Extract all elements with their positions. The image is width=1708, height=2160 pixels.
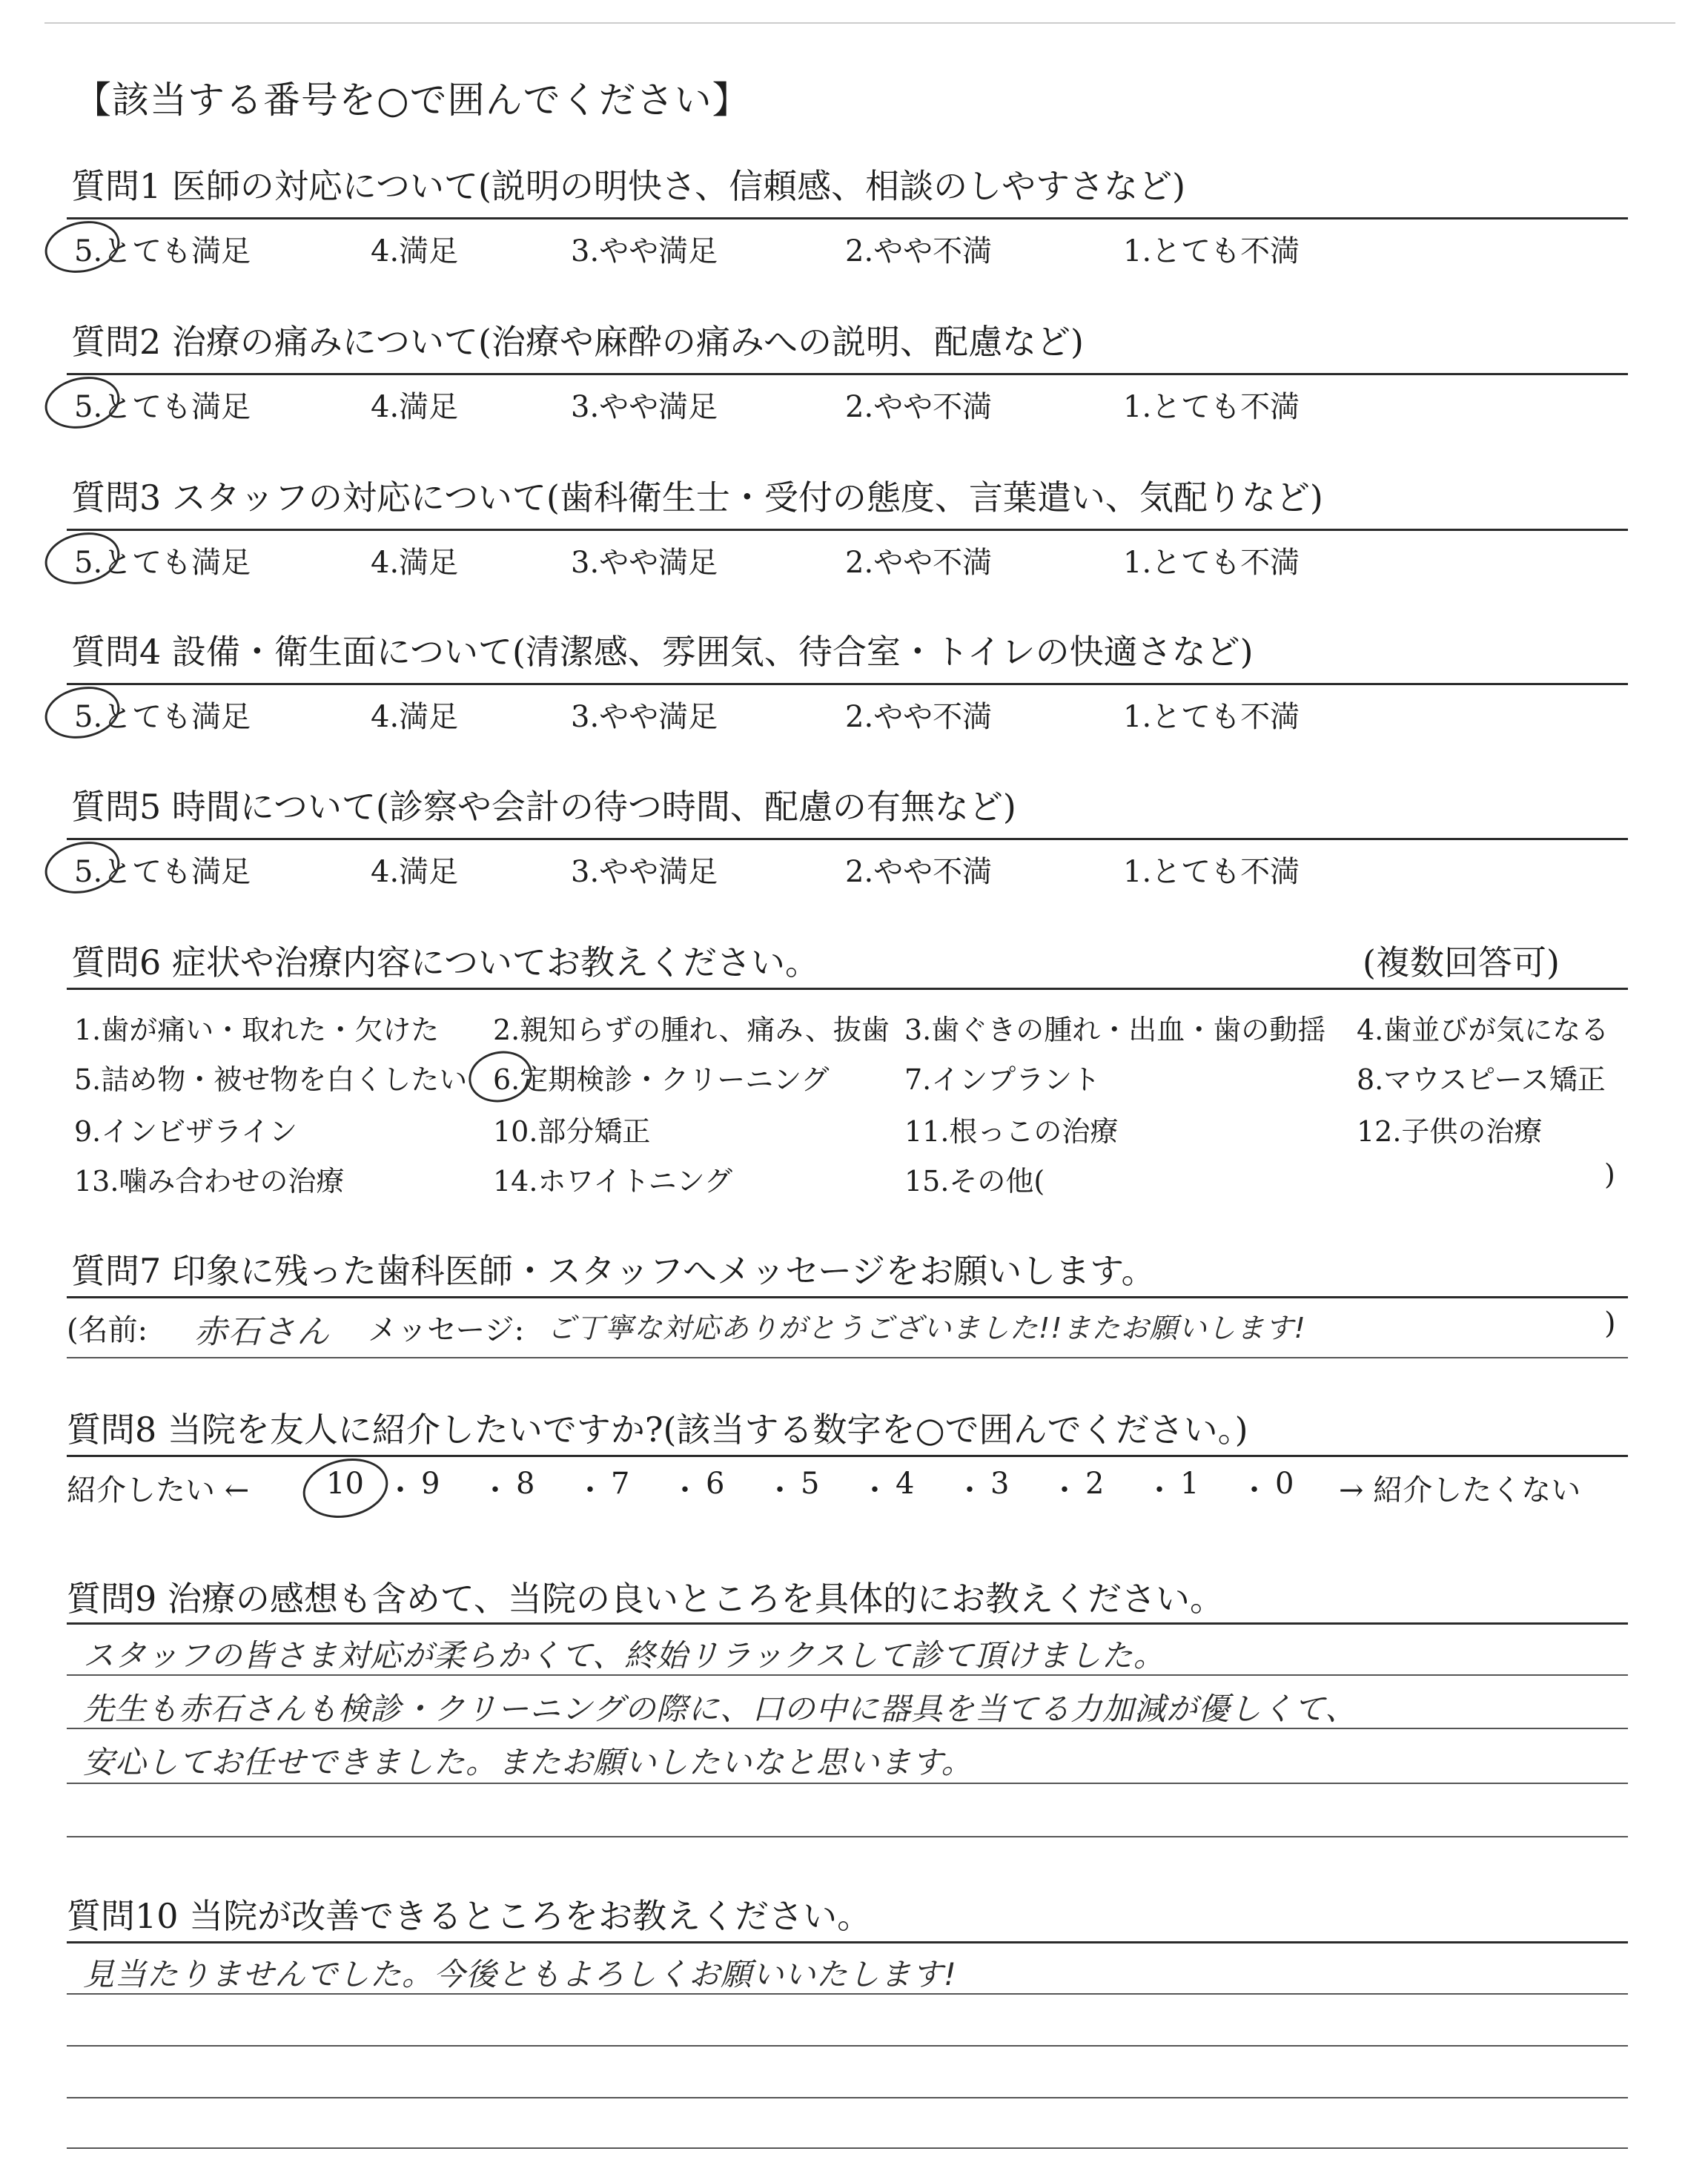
q8-scale-2[interactable]: 2 — [1085, 1467, 1105, 1501]
q8-scale-5[interactable]: 5 — [801, 1467, 820, 1501]
q8-scale-6[interactable]: 6 — [706, 1467, 725, 1501]
q2-title: 質問2 治療の痛みについて(治療や麻酔の痛みへの説明、配慮など) — [71, 322, 1084, 362]
q7-name-value[interactable]: 赤石さん — [194, 1313, 331, 1351]
q1-option-1[interactable]: 1.とても不満 — [1123, 234, 1300, 268]
q3-title: 質問3 スタッフの対応について(歯科衛生士・受付の態度、言葉遣い、気配りなど) — [71, 478, 1323, 518]
q3-option-1[interactable]: 1.とても不満 — [1123, 546, 1300, 580]
q8-scale-separator: ・ — [670, 1473, 700, 1507]
q7-title: 質問7 印象に残った歯科医師・スタッフへメッセージをお願いします。 — [71, 1251, 1156, 1291]
q9-answer-text: 安心してお任せできました。またお願いしたいなと思います。 — [83, 1744, 973, 1780]
q7-message-label: メッセージ: — [368, 1313, 525, 1347]
q9-answer-text: 先生も赤石さんも検診・クリーニングの際に、口の中に器具を当てる力加減が優しくて、 — [83, 1691, 1357, 1727]
q5-option-1[interactable]: 1.とても不満 — [1123, 855, 1300, 889]
q3-option-4[interactable]: 4.満足 — [371, 546, 459, 580]
q10-answer-line — [67, 2097, 1628, 2098]
q7-close-paren: ) — [1604, 1307, 1616, 1341]
q8-left-label: 紹介したい ← — [67, 1473, 250, 1507]
q4-option-5[interactable]: 5.とても満足 — [74, 700, 251, 734]
q5-option-2[interactable]: 2.やや不満 — [845, 855, 993, 889]
q6-option-8[interactable]: 8.マウスピース矯正 — [1357, 1063, 1606, 1096]
q6-option-6[interactable]: 6.定期検診・クリーニング — [493, 1063, 830, 1096]
q4-rule — [67, 683, 1628, 685]
q2-rule — [67, 373, 1628, 375]
q1-option-4[interactable]: 4.満足 — [371, 234, 459, 268]
q10-rule — [67, 1941, 1628, 1943]
q7-rule — [67, 1296, 1628, 1298]
q1-rule — [67, 217, 1628, 219]
q8-scale-separator: ・ — [385, 1473, 415, 1507]
q8-scale-7[interactable]: 7 — [611, 1467, 630, 1501]
q7-name-label: (名前: — [67, 1313, 148, 1347]
q2-option-4[interactable]: 4.満足 — [371, 390, 459, 424]
q6-option-5[interactable]: 5.詰め物・被せ物を白くしたい — [74, 1063, 468, 1096]
q8-scale-0[interactable]: 0 — [1275, 1467, 1294, 1501]
q4-option-4[interactable]: 4.満足 — [371, 700, 459, 734]
q5-option-5[interactable]: 5.とても満足 — [74, 855, 251, 889]
q8-scale-separator: ・ — [1145, 1473, 1174, 1507]
q6-option-9[interactable]: 9.インビザライン — [74, 1115, 298, 1148]
q5-option-3[interactable]: 3.やや満足 — [571, 855, 718, 889]
q3-option-5[interactable]: 5.とても満足 — [74, 546, 251, 580]
q9-answer-text: スタッフの皆さま対応が柔らかくて、終始リラックスして診て頂けました。 — [83, 1637, 1165, 1674]
q10-answer-line — [67, 2147, 1628, 2149]
q8-rule — [67, 1455, 1628, 1457]
q8-scale-4[interactable]: 4 — [896, 1467, 915, 1501]
q4-option-2[interactable]: 2.やや不満 — [845, 700, 993, 734]
q10-title: 質問10 当院が改善できるところをお教えください。 — [67, 1896, 872, 1936]
q4-option-1[interactable]: 1.とても不満 — [1123, 700, 1300, 734]
q4-title: 質問4 設備・衛生面について(清潔感、雰囲気、待合室・トイレの快適さなど) — [71, 632, 1254, 672]
q5-title: 質問5 時間について(診察や会計の待つ時間、配慮の有無など) — [71, 787, 1016, 827]
q10-answer-line — [67, 2045, 1628, 2047]
q2-option-2[interactable]: 2.やや不満 — [845, 390, 993, 424]
q8-scale-9[interactable]: 9 — [421, 1467, 440, 1501]
q5-option-4[interactable]: 4.満足 — [371, 855, 459, 889]
q8-scale-separator: ・ — [1239, 1473, 1269, 1507]
q8-title: 質問8 当院を友人に紹介したいですか?(該当する数字を○で囲んでください。) — [67, 1410, 1248, 1450]
q8-scale-separator: ・ — [480, 1473, 510, 1507]
q6-title: 質問6 症状や治療内容についてお教えください。 — [71, 942, 819, 982]
q8-scale-separator: ・ — [955, 1473, 984, 1507]
q6-option-2[interactable]: 2.親知らずの腫れ、痛み、抜歯 — [493, 1014, 890, 1046]
q8-scale-1[interactable]: 1 — [1180, 1467, 1199, 1501]
q7-message-value[interactable]: ご丁寧な対応ありがとうございました!!またお願いします! — [547, 1312, 1306, 1344]
q2-option-3[interactable]: 3.やや満足 — [571, 390, 718, 424]
q6-option-10[interactable]: 10.部分矯正 — [493, 1115, 651, 1148]
q8-scale-separator: ・ — [860, 1473, 890, 1507]
q6-option-4[interactable]: 4.歯並びが気になる — [1357, 1014, 1609, 1046]
q1-option-3[interactable]: 3.やや満足 — [571, 234, 718, 268]
q1-option-5[interactable]: 5.とても満足 — [74, 234, 251, 268]
q6-selection-circle — [464, 1046, 537, 1108]
q6-note: (複数回答可) — [1363, 942, 1560, 982]
q2-option-1[interactable]: 1.とても不満 — [1123, 390, 1300, 424]
q8-scale-separator: ・ — [575, 1473, 605, 1507]
q1-title: 質問1 医師の対応について(説明の明快さ、信頼感、相談のしやすさなど) — [71, 166, 1186, 206]
q2-option-5[interactable]: 5.とても満足 — [74, 390, 251, 424]
q3-option-3[interactable]: 3.やや満足 — [571, 546, 718, 580]
q1-option-2[interactable]: 2.やや不満 — [845, 234, 993, 268]
q3-option-2[interactable]: 2.やや不満 — [845, 546, 993, 580]
q8-scale-3[interactable]: 3 — [990, 1467, 1010, 1501]
q4-option-3[interactable]: 3.やや満足 — [571, 700, 718, 734]
q6-option-15[interactable]: 15.その他( — [904, 1165, 1045, 1198]
q5-rule — [67, 838, 1628, 840]
page-top-border — [44, 22, 1675, 24]
q9-title: 質問9 治療の感想も含めて、当院の良いところを具体的にお教えください。 — [67, 1579, 1224, 1619]
q6-option-3[interactable]: 3.歯ぐきの腫れ・出血・歯の動揺 — [904, 1014, 1326, 1046]
q6-rule — [67, 988, 1628, 990]
q8-selection-circle — [297, 1451, 394, 1525]
q6-option-11[interactable]: 11.根っこの治療 — [904, 1115, 1119, 1148]
q10-answer-text: 見当たりませんでした。今後ともよろしくお願いいたします! — [83, 1956, 957, 1992]
q6-option-13[interactable]: 13.噛み合わせの治療 — [74, 1165, 345, 1198]
q9-answer-line — [67, 1836, 1628, 1837]
q8-scale-10[interactable]: 10 — [326, 1467, 364, 1501]
q3-rule — [67, 529, 1628, 531]
q7-answer-line — [67, 1357, 1628, 1358]
q6-option-14[interactable]: 14.ホワイトニング — [493, 1165, 733, 1198]
q8-scale-separator: ・ — [1050, 1473, 1079, 1507]
q8-right-label: → 紹介したくない — [1339, 1473, 1581, 1507]
q9-rule — [67, 1622, 1628, 1625]
q6-option-7[interactable]: 7.インプラント — [904, 1063, 1101, 1096]
q6-option-16[interactable]: ) — [1604, 1158, 1615, 1191]
q6-option-12[interactable]: 12.子供の治療 — [1357, 1115, 1543, 1148]
q9-answer-line — [67, 1783, 1628, 1784]
q8-scale-separator: ・ — [765, 1473, 795, 1507]
q6-option-1[interactable]: 1.歯が痛い・取れた・欠けた — [74, 1014, 440, 1046]
page-title: 【該当する番号を○で囲んでください】 — [74, 79, 750, 122]
q8-scale-8[interactable]: 8 — [516, 1467, 535, 1501]
